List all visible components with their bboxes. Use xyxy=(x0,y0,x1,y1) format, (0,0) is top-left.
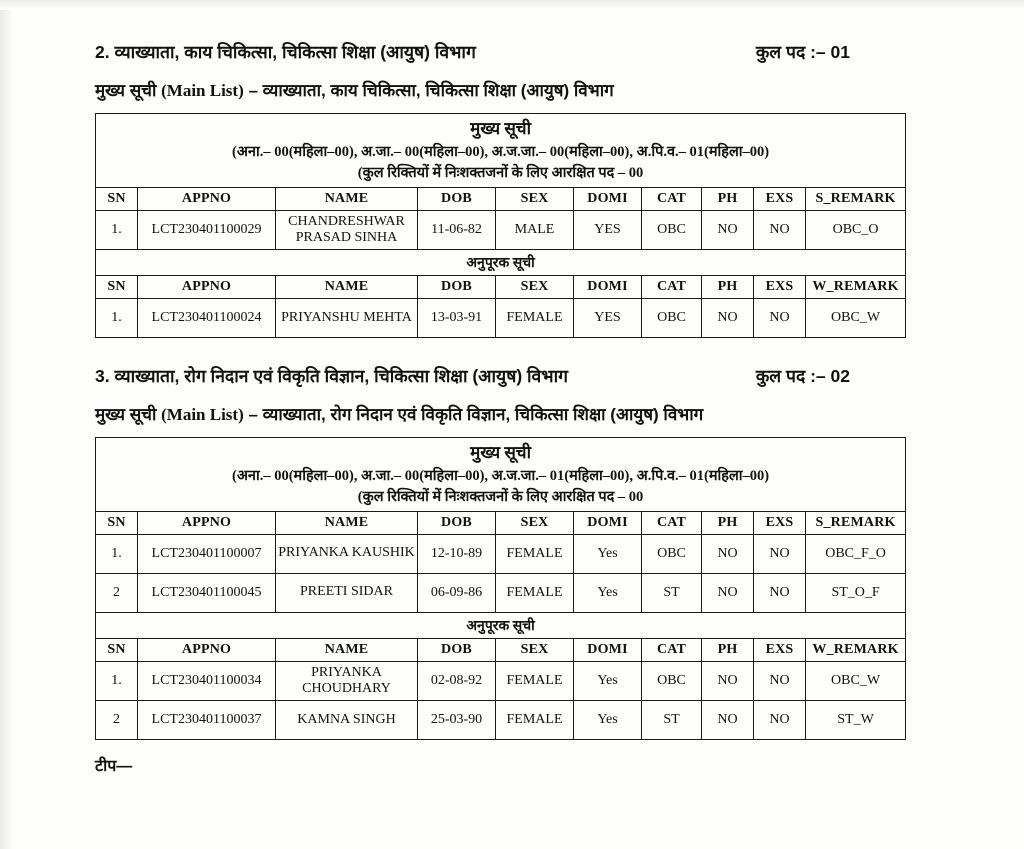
main-list-banner-line1: मुख्य सूची xyxy=(470,119,532,138)
cell-ph: NO xyxy=(702,534,754,573)
footnote: टीप— xyxy=(95,757,133,775)
cell-remark: OBC_O xyxy=(806,210,906,249)
cell-exs: NO xyxy=(754,534,806,573)
cell-name: PRIYANKA CHOUDHARY xyxy=(276,661,418,700)
column-header-exs: EXS xyxy=(754,187,806,210)
cell-sex: FEMALE xyxy=(496,700,574,739)
section-title: 3. व्याख्याता, रोग निदान एवं विकृति विज्ञान, चिकित्सा शिक्षा (आयुष) विभाग xyxy=(95,365,568,386)
cell-exs: NO xyxy=(754,298,806,337)
cell-exs: NO xyxy=(754,700,806,739)
subheading-pre: मुख्य सूची xyxy=(95,81,162,100)
cell-ph: NO xyxy=(702,298,754,337)
cell-domi: Yes xyxy=(574,661,642,700)
main-list-banner-row xyxy=(96,114,906,188)
column-header-name: NAME xyxy=(276,511,418,534)
column-header-domi: DOMI xyxy=(574,638,642,661)
cell-sex: FEMALE xyxy=(496,534,574,573)
column-header-cat: CAT xyxy=(642,638,702,661)
cell-appno: LCT230401100029 xyxy=(138,210,276,249)
scan-edge-left xyxy=(0,0,14,849)
cell-domi: Yes xyxy=(574,573,642,612)
column-header-ph: PH xyxy=(702,638,754,661)
subheading-latin: (Main List) xyxy=(161,81,244,100)
supplementary-banner-row xyxy=(96,612,906,638)
supplementary-banner-row xyxy=(96,249,906,275)
cell-exs: NO xyxy=(754,210,806,249)
cell-sn: 1. xyxy=(96,661,138,700)
column-header-remark: S_REMARK xyxy=(806,187,906,210)
cell-domi: YES xyxy=(574,298,642,337)
section-subheading xyxy=(95,78,945,101)
column-header-sn: SN xyxy=(96,638,138,661)
column-header-exs: EXS xyxy=(754,511,806,534)
cell-name: PRIYANSHU MEHTA xyxy=(276,298,418,337)
column-header-appno: APPNO xyxy=(138,275,276,298)
main-list-banner-row xyxy=(96,437,906,511)
cell-appno: LCT230401100007 xyxy=(138,534,276,573)
main-list-banner-line3: (कुल रिक्तियों में निःशक्तजनों के लिए आरक्षित पद – 00 xyxy=(357,488,644,505)
subheading-latin: (Main List) xyxy=(161,404,244,424)
cell-ph: NO xyxy=(702,661,754,700)
column-header-sn: SN xyxy=(96,187,138,210)
column-header-sex: SEX xyxy=(496,275,574,298)
cell-dob: 11-06-82 xyxy=(418,210,496,249)
column-header-sn: SN xyxy=(96,275,138,298)
cell-cat: OBC xyxy=(642,298,702,337)
section-total-posts: कुल पद :– 02 xyxy=(755,365,850,386)
section-subheading xyxy=(95,402,945,425)
subheading-post: – व्याख्याता, काय चिकित्सा, चिकित्सा शिक्षा (आयुष) विभाग xyxy=(243,81,614,100)
column-header-sex: SEX xyxy=(496,187,574,210)
column-header-dob: DOB xyxy=(418,275,496,298)
table-row xyxy=(96,573,906,612)
column-header-exs: EXS xyxy=(754,638,806,661)
main-list-banner-line3: (कुल रिक्तियों में निःशक्तजनों के लिए आरक्षित पद – 00 xyxy=(357,164,644,181)
cell-remark: OBC_W xyxy=(806,298,906,337)
table-row xyxy=(96,700,906,739)
column-header-dob: DOB xyxy=(418,638,496,661)
merit-list-table xyxy=(95,437,906,740)
column-header-remark: S_REMARK xyxy=(806,511,906,534)
cell-dob: 13-03-91 xyxy=(418,298,496,337)
cell-sex: FEMALE xyxy=(496,298,574,337)
section-heading xyxy=(95,40,945,64)
document-content xyxy=(95,40,945,776)
cell-appno: LCT230401100024 xyxy=(138,298,276,337)
table-row xyxy=(96,298,906,337)
column-header-domi: DOMI xyxy=(574,187,642,210)
table-header-row xyxy=(96,511,906,534)
cell-domi: Yes xyxy=(574,700,642,739)
column-header-cat: CAT xyxy=(642,187,702,210)
cell-ph: NO xyxy=(702,700,754,739)
column-header-sex: SEX xyxy=(496,511,574,534)
cell-sn: 1. xyxy=(96,534,138,573)
section-heading xyxy=(95,364,945,388)
cell-dob: 12-10-89 xyxy=(418,534,496,573)
main-list-banner-line1: मुख्य सूची xyxy=(470,442,532,462)
cell-sn: 1. xyxy=(96,298,138,337)
column-header-sn: SN xyxy=(96,511,138,534)
cell-dob: 06-09-86 xyxy=(418,573,496,612)
column-header-domi: DOMI xyxy=(574,275,642,298)
main-list-banner xyxy=(96,437,906,511)
cell-remark: ST_W xyxy=(806,700,906,739)
column-header-name: NAME xyxy=(276,638,418,661)
main-list-banner xyxy=(96,114,906,188)
cell-remark: OBC_F_O xyxy=(806,534,906,573)
cell-remark: OBC_W xyxy=(806,661,906,700)
cell-sex: FEMALE xyxy=(496,573,574,612)
column-header-sex: SEX xyxy=(496,638,574,661)
column-header-appno: APPNO xyxy=(138,638,276,661)
table-row xyxy=(96,210,906,249)
scan-edge-top xyxy=(0,0,1024,10)
cell-cat: ST xyxy=(642,573,702,612)
cell-sn: 1. xyxy=(96,210,138,249)
column-header-cat: CAT xyxy=(642,511,702,534)
cell-appno: LCT230401100034 xyxy=(138,661,276,700)
cell-cat: OBC xyxy=(642,661,702,700)
cell-name: PRIYANKA KAUSHIK xyxy=(276,534,418,573)
section-title: 2. व्याख्याता, काय चिकित्सा, चिकित्सा शिक्षा (आयुष) विभाग xyxy=(95,42,476,62)
cell-sex: FEMALE xyxy=(496,661,574,700)
column-header-ph: PH xyxy=(702,511,754,534)
merit-list-table xyxy=(95,113,906,338)
column-header-ph: PH xyxy=(702,187,754,210)
column-header-appno: APPNO xyxy=(138,511,276,534)
cell-cat: ST xyxy=(642,700,702,739)
cell-remark: ST_O_F xyxy=(806,573,906,612)
column-header-domi: DOMI xyxy=(574,511,642,534)
table-row xyxy=(96,661,906,700)
column-header-name: NAME xyxy=(276,275,418,298)
column-header-remark: W_REMARK xyxy=(806,638,906,661)
subheading-post: – व्याख्याता, रोग निदान एवं विकृति विज्ञान, चिकित्सा शिक्षा (आयुष) विभाग xyxy=(243,404,704,424)
cell-ph: NO xyxy=(702,210,754,249)
cell-domi: YES xyxy=(574,210,642,249)
supplementary-list-banner: अनुपूरक सूची xyxy=(96,612,906,638)
table-header-row xyxy=(96,187,906,210)
column-header-dob: DOB xyxy=(418,511,496,534)
cell-dob: 25-03-90 xyxy=(418,700,496,739)
cell-name: KAMNA SINGH xyxy=(276,700,418,739)
column-header-name: NAME xyxy=(276,187,418,210)
cell-ph: NO xyxy=(702,573,754,612)
supplementary-list-banner: अनुपूरक सूची xyxy=(96,249,906,275)
cell-dob: 02-08-92 xyxy=(418,661,496,700)
table-row xyxy=(96,534,906,573)
subheading-pre: मुख्य सूची xyxy=(95,404,162,424)
table-header-row xyxy=(96,275,906,298)
cell-name: PREETI SIDAR xyxy=(276,573,418,612)
cell-sn: 2 xyxy=(96,573,138,612)
main-list-banner-line2: (अना.– 00(महिला–00), अ.जा.– 00(महिला–00), अ.ज.जा.– 01(महिला–00), अ.पि.व.– 01(महिला–00) xyxy=(231,467,770,484)
column-header-dob: DOB xyxy=(418,187,496,210)
cell-cat: OBC xyxy=(642,534,702,573)
column-header-appno: APPNO xyxy=(138,187,276,210)
column-header-remark: W_REMARK xyxy=(806,275,906,298)
cell-domi: Yes xyxy=(574,534,642,573)
section-total-posts: कुल पद :– 01 xyxy=(755,42,850,62)
cell-name: CHANDRESHWAR PRASAD SINHA xyxy=(276,210,418,249)
section-spacer xyxy=(95,344,945,364)
column-header-cat: CAT xyxy=(642,275,702,298)
cell-sex: MALE xyxy=(496,210,574,249)
cell-appno: LCT230401100037 xyxy=(138,700,276,739)
cell-cat: OBC xyxy=(642,210,702,249)
cell-sn: 2 xyxy=(96,700,138,739)
cell-exs: NO xyxy=(754,573,806,612)
column-header-exs: EXS xyxy=(754,275,806,298)
main-list-banner-line2: (अना.– 00(महिला–00), अ.जा.– 00(महिला–00), अ.ज.जा.– 00(महिला–00), अ.पि.व.– 01(महिला–00) xyxy=(231,143,770,160)
cell-exs: NO xyxy=(754,661,806,700)
cell-appno: LCT230401100045 xyxy=(138,573,276,612)
table-header-row xyxy=(96,638,906,661)
column-header-ph: PH xyxy=(702,275,754,298)
